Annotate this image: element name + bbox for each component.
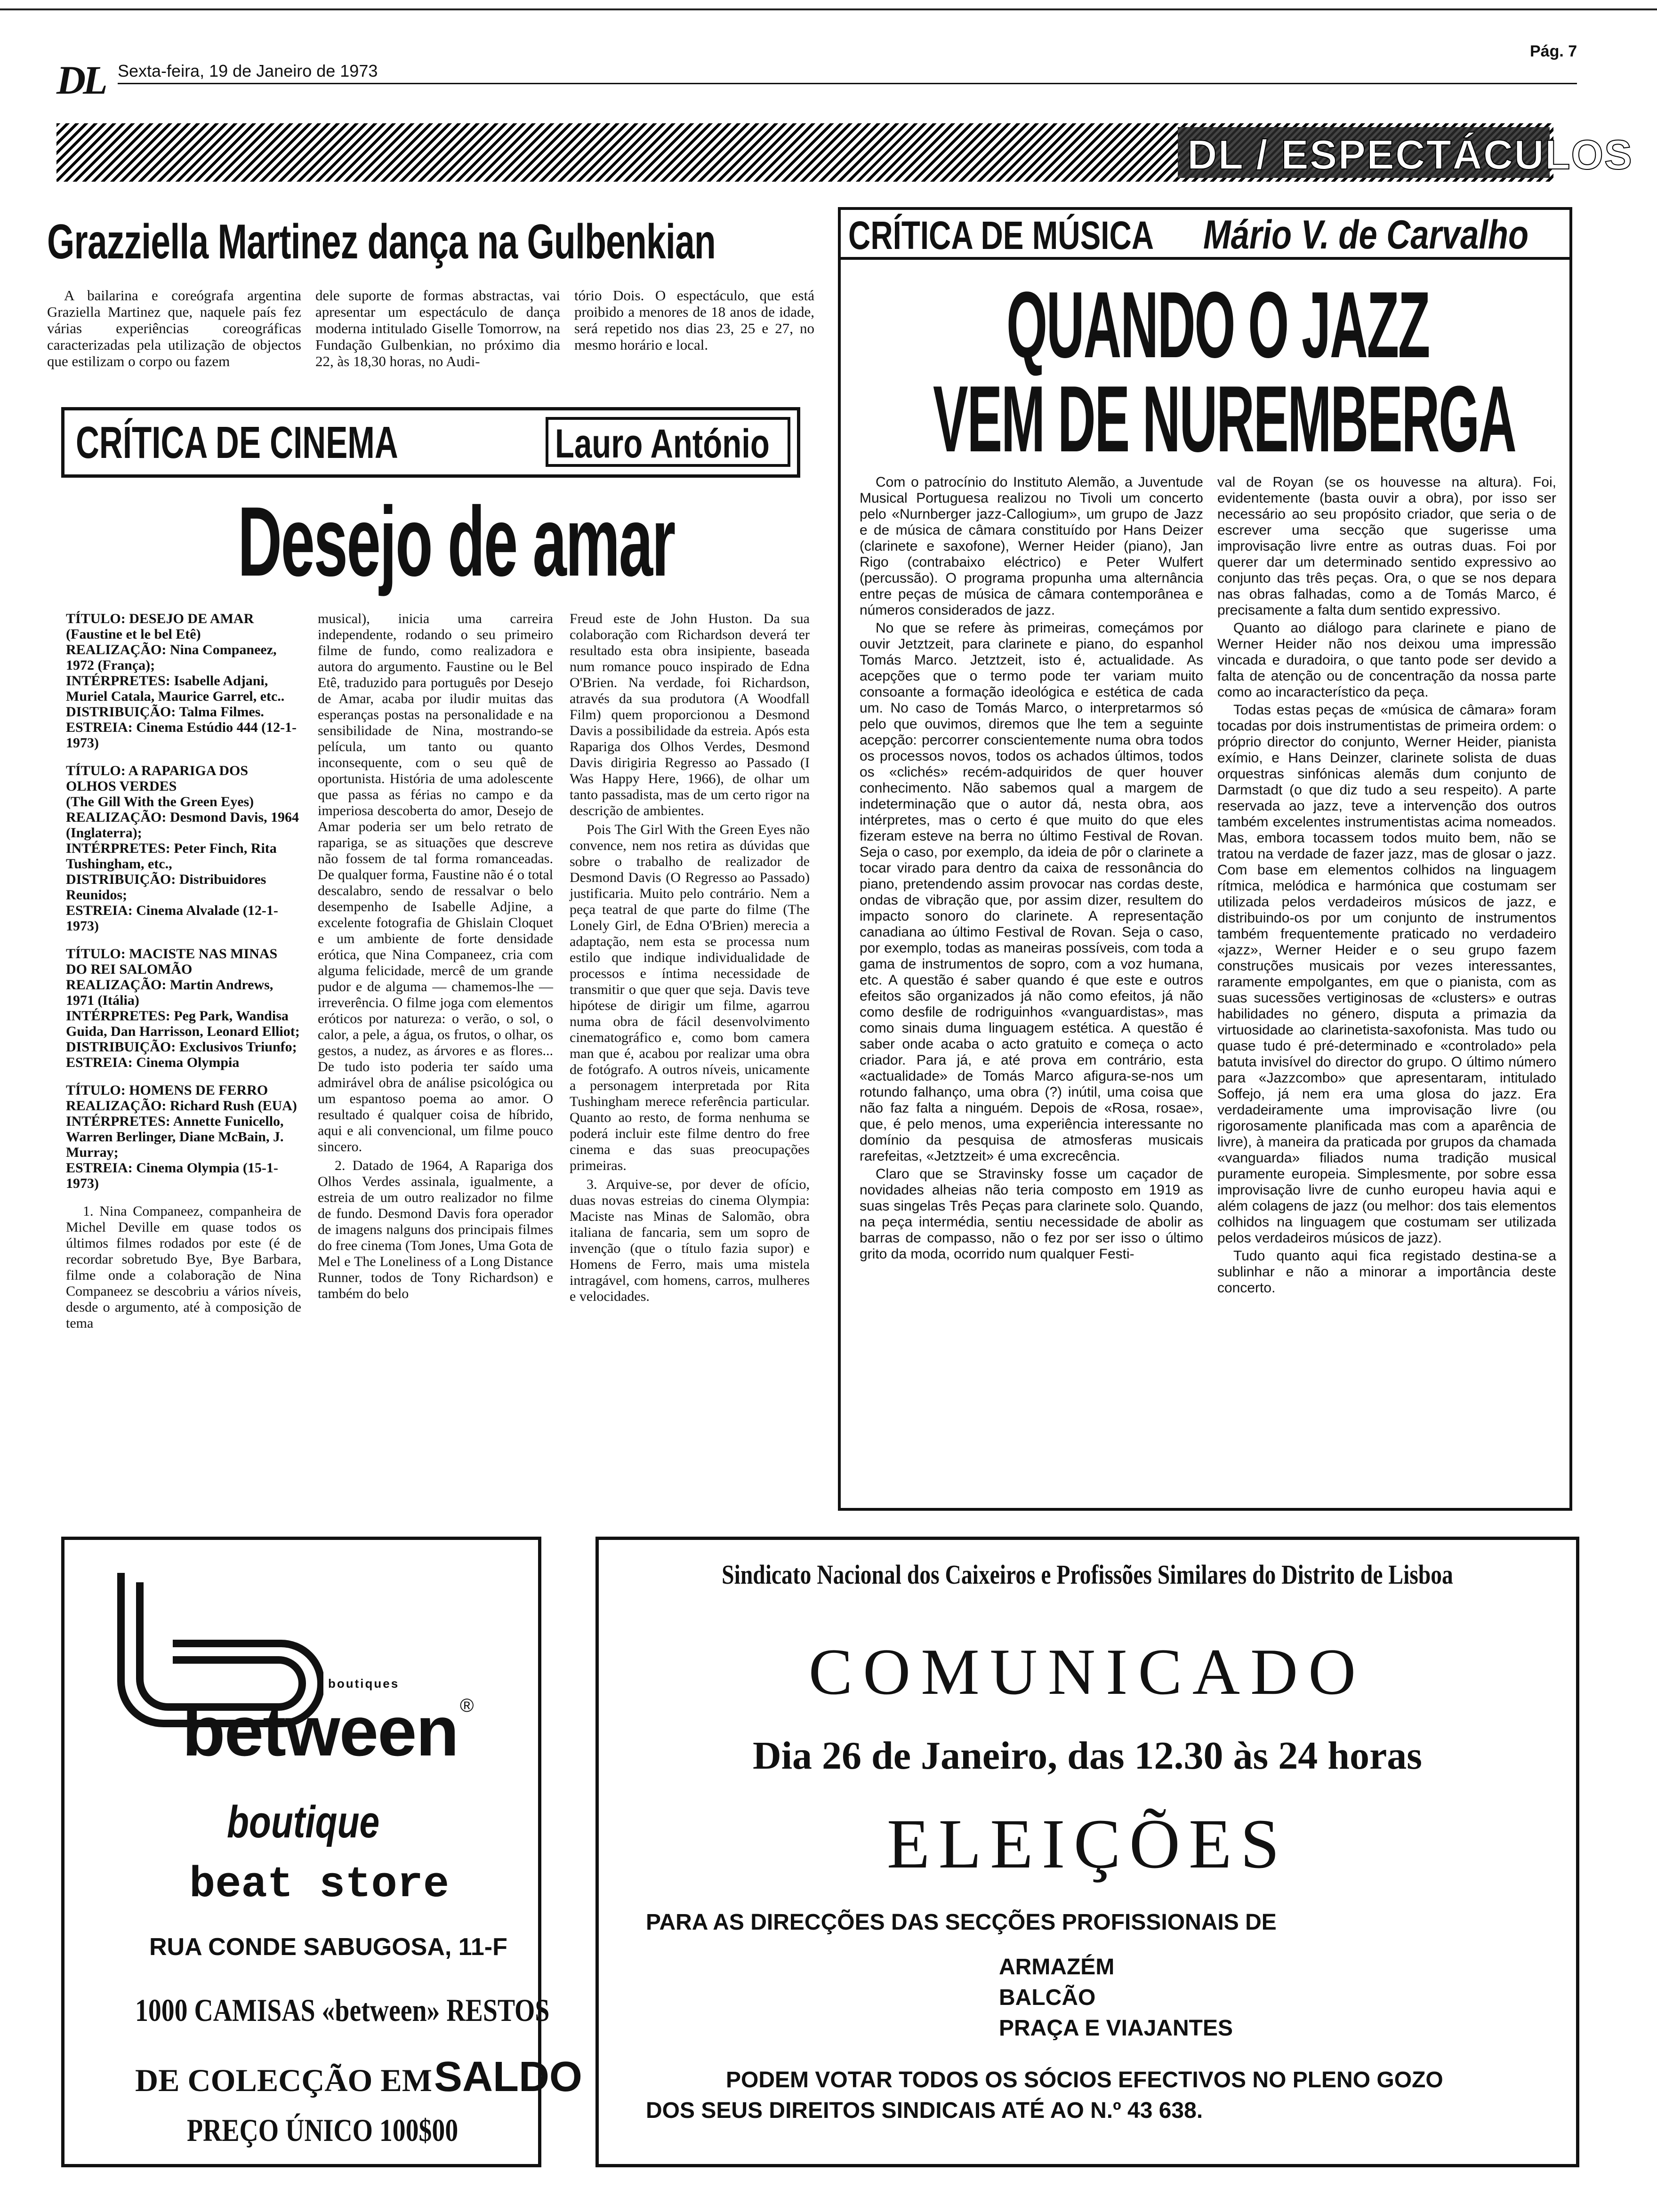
cinema-paragraph: 3. Arquive-se, por dever de ofício, duas novas estreias do cinema Olympia: Maciste nas Minas de Salomão, obra italiana de fancaria, sem um sopro de invenção (que o título fazia supor) e Homens de Ferro, mais uma mistela intragável, com homens, carros, mulheres e velocidades. (570, 1177, 810, 1304)
credit-title-4: TÍTULO: HOMENS DE FERRO (66, 1082, 268, 1098)
credit-line: ESTREIA: Cinema Alvalade (12-1-1973) (66, 903, 278, 934)
credit-block-1 (66, 611, 301, 751)
cinema-paragraph: 2. Datado de 1964, A Rapariga dos Olhos Verdes assinala, igualmente, a estreia de um outro realizador no filme de fundo. Desmond Davis fora operador de imagens nalguns dos principais filmes do free cinema (Tom Jones, Uma Gota de Mel e The Loneliness of a Long Distance Runner, todos de Tony Richardson) e também do belo (318, 1158, 553, 1301)
music-paragraph: No que se refere às primeiras, começámos por ouvir Jetztzeit, para clarinete e piano, do espanhol Tomás Marco. Jetztzeit, isto é, actualidade. As acepções que o termo pode ter variam muito consoante a formação ideológica e estética de cada um. No caso de Tomás Marco, o interpretarmos só pelo que ouvimos, diremos que lhe tem a seguinte acepção: percorrer conscientemente numa obra todos os processos novos, todos os achados últimos, todos os «clichés» recém-adquiridos de quer houver conhecimento. Não sabemos qual a margem de indeterminação que o autor dá, nesta obra, aos intérpretes, mas o certo é que muito do que eles fizeram esteve na berra no último Festival de Rovan. Seja o caso, por exemplo, da ideia de pôr o clarinete a tocar virado para dentro da caixa de ressonância do piano, pretendendo assim provocar nas cordas deste, ondas de vibração que, por assim dizer, resultem do impacto sonoro do clarinete. A representação canadiana ao último Festival de Rovan. Seja o caso, por exemplo, todas as maneiras possíveis, com toda a gama de instrumentos de sopro, com a voz humana, etc. A questão é saber quando é que este e outros efeitos são organizados já não como efeitos, já não como desfile de rodriguinhos «vanguardistas», mas como sinais duma linguagem estética. A questão é saber onde acaba o acto gratuito e começa o acto criador. Para já, e até prova em contrário, esta «actualidade» de Tomás Marco afigura-se-nos um rotundo falhanço, uma obra (?) inútil, uma coisa que não faz falta a ninguém. Depois de «Rosa, rosae», que, é pelo menos, uma experiência interessante no domínio da pesquisa de atmosferas musicais rarefeitas, «Jetztzeit» é uma excrecência. (860, 620, 1203, 1164)
music-col-2 (1217, 474, 1556, 1298)
top-rule (0, 8, 1657, 10)
between-reg: ® (460, 1695, 474, 1716)
credit-line: (Faustine et le bel Etê) (66, 626, 201, 642)
between-saldo: SALDO (434, 2053, 582, 2100)
credit-line: INTÉRPRETES: Isabelle Adjani, Muriel Catala, Maurice Garrel, etc.. (66, 673, 285, 704)
music-paragraph: Tudo quanto aqui fica registado destina-se a sublinhar e não a minorar a importância deste concerto. (1217, 1248, 1556, 1296)
cinema-col-1-text (66, 1203, 301, 1331)
masthead-logo: DL (56, 57, 105, 103)
music-headline-1: QUANDO O JAZZ (1006, 272, 1430, 377)
between-small: boutiques (328, 1676, 400, 1691)
sindicato-for: PARA AS DIRECÇÕES DAS SECÇÕES PROFISSIONAIS DE (646, 1910, 1277, 1935)
header-rule (118, 83, 1577, 84)
cinema-author-box (546, 417, 790, 467)
cinema-paragraph: Pois The Girl With the Green Eyes não convence, nem nos retira as dúvidas que sobre o trabalho de realizador de Desmond Davis (O Regresso ao Passado) justificaria. Muito pelo contrário. Nem a peça teatral de que parte do filme (The Lonely Girl, de Edna O'Brien) merecia a adaptação, nem esta se processa num estilo que indique individualidade de processos e íntima necessidade de transmitir o que quer que seja. Davis teve hipótese de dirigir um filme, agarrou numa obra de fácil desenvolvimento cinematográfico e, como bom camera man que é, acabou por realizar uma obra de fotógrafo. A outros níveis, unicamente a personagem interpretada por Rita Tushingham merece referência particular. Quanto ao resto, de forma nenhuma se poderá incluir este filme dentro do free cinema e das suas preocupações primeiras. (570, 822, 810, 1173)
credit-line: INTÉRPRETES: Annette Funicello, Warren Berlinger, Diane McBain, J. Murray; (66, 1114, 284, 1160)
credit-block-2 (66, 763, 301, 934)
dance-col-3 (574, 287, 814, 356)
credit-line: DISTRIBUIÇÃO: Talma Filmes. (66, 704, 264, 720)
music-paragraph: Claro que se Stravinsky fosse um caçador de novidades alheias não teria composto em 1919 as suas singelas Três Peças para clarinete solo. Quando, na peça intermédia, sentiu necessidade de abolir as barras de compasso, não o fez por ser isso o último grito da moda, ocorrido num qualquer Festi- (860, 1166, 1203, 1262)
music-paragraph: val de Royan (se os houvesse na altura). Foi, evidentemente (basta ouvir a obra), por isso ser necessário ao seu propósito criador, que seria o de escrever uma secção que sugerisse uma improvisação livre entre as outras duas. Foi por querer dar um determinado sentido expressivo ao conjunto das três peças. Ora, o que se nos depara nas obras falhadas, como a de Tomás Marco, é precisamente a falta dum sentido expressivo. (1217, 474, 1556, 618)
section-banner (56, 123, 1633, 182)
cinema-paragraph: 1. Nina Companeez, companheira de Michel Deville em quase todos os últimos filmes rodados por este (é de recordar sobretudo Bye, Bye Barbara, filme onde a colaboração de Nina Companeez se descobriu a vários níveis, desde o argumento, até à composição de tema (66, 1203, 301, 1331)
section-banner-label: DL / ESPECTÁCULOS (1187, 131, 1633, 178)
ad-between (61, 1537, 582, 2167)
dance-col-1-text: A bailarina e coreógrafa argentina Graziella Martinez que, naquele país fez várias experiências coreográficas caracterizadas pela utilização de objectos que estilizam o corpo ou fazem (47, 287, 301, 369)
between-line3: PREÇO ÚNICO 100$00 (187, 2112, 458, 2148)
cinema-rubric-box (61, 407, 800, 478)
credit-line: ESTREIA: Cinema Olympia (15-1-1973) (66, 1160, 278, 1191)
sindicato-section-3: PRAÇA E VIAJANTES (999, 2016, 1233, 2041)
section-banner-label-box (1178, 127, 1633, 178)
cinema-headline: Desejo de amar (238, 486, 675, 597)
music-author: Mário V. de Carvalho (1203, 212, 1529, 257)
credit-line: REALIZAÇÃO: Desmond Davis, 1964 (Inglaterra); (66, 809, 299, 841)
ad-sindicato (595, 1537, 1579, 2167)
music-rubric-bar (841, 210, 1569, 260)
credit-line: DISTRIBUIÇÃO: Distribuidores Reunidos; (66, 872, 266, 903)
credit-line: REALIZAÇÃO: Martin Andrews, 1971 (Itália) (66, 977, 273, 1008)
dance-col-1 (47, 287, 301, 372)
sindicato-comunicado: COMUNICADO (808, 1635, 1367, 1708)
between-brand: between (182, 1691, 458, 1771)
dance-headline: Grazziella Martinez dança na Gulbenkian (47, 215, 716, 269)
between-beat: beat store (189, 1860, 450, 1909)
credit-title-3: TÍTULO: MACISTE NAS MINAS DO REI SALOMÃO (66, 946, 278, 977)
dance-col-3-text: tório Dois. O espectáculo, que está proibido a menores de 18 anos de idade, será repetido nos dias 23, 25 e 27, no mesmo horário e local. (574, 287, 814, 353)
sindicato-eleicoes: ELEIÇÕES (886, 1805, 1288, 1883)
music-headline-2: VEM DE NUREMBERGA (933, 367, 1516, 472)
between-boutique: boutique (227, 1797, 380, 1847)
between-line2-a: DE COLECÇÃO EM (135, 2062, 432, 2098)
between-address: RUA CONDE SABUGOSA, 11-F (149, 1933, 507, 1961)
music-paragraph: Com o patrocínio do Instituto Alemão, a Juventude Musical Portuguesa realizou no Tivoli um concerto pelo «Nurnberger jazz-Callogium», um grupo de Jazz e de música de câmara constituído por Hans Deizer (clarinete e saxofone), Werner Heider (piano), Jan Rigo (contrabaixo eléctrico) e Peter Wulfert (percussão). O programa propunha uma alternância entre peças de música de câmara contemporânea e números considerados de jazz. (860, 474, 1203, 618)
page-number: Pág. 7 (1530, 42, 1577, 60)
cinema-credits (66, 611, 301, 1334)
credit-line: INTÉRPRETES: Peter Finch, Rita Tushingham, etc., (66, 841, 277, 872)
cinema-col-2 (318, 611, 553, 1305)
dance-col-2-text: dele suporte de formas abstractas, vai apresentar um espectáculo de dança moderna intitulado Giselle Tomorrow, na Fundação Gulbenkian, no próximo dia 22, às 18,30 horas, no Audi- (315, 287, 560, 369)
credit-line: REALIZAÇÃO: Richard Rush (EUA) (66, 1098, 297, 1114)
credit-title-1: TÍTULO: DESEJO DE AMAR (66, 611, 254, 626)
header-date: Sexta-feira, 19 de Janeiro de 1973 (118, 61, 378, 80)
sindicato-vote-1: PODEM VOTAR TODOS OS SÓCIOS EFECTIVOS NO PLENO GOZO (726, 2068, 1443, 2092)
cinema-col-3 (570, 611, 810, 1307)
sindicato-vote-2: DOS SEUS DIREITOS SINDICAIS ATÉ AO N.º 43 638. (646, 2098, 1203, 2123)
credit-block-3 (66, 946, 301, 1070)
cinema-paragraph: Freud este de John Huston. Da sua colaboração com Richardson deverá ter resultado esta obra insipiente, baseada num romance pouco inspirado de Edna O'Brien. Na verdade, foi Richardson, através da sua produtora (A Woodfall Film) quem proporcionou a Desmond Davis a possibilidade da estreia. Após esta Rapariga dos Olhos Verdes, Desmond Davis dirigiria Regresso ao Passado (I Was Happy Here, 1966), de olhar um tanto passadista, mas de um certo rigor na descrição de ambientes. (570, 611, 810, 818)
sindicato-section-2: BALCÃO (999, 1985, 1096, 2010)
credit-line: DISTRIBUIÇÃO: Exclusivos Triunfo; (66, 1039, 297, 1055)
music-rubric: CRÍTICA DE MÚSICA (848, 213, 1154, 257)
music-paragraph: Quanto ao diálogo para clarinete e piano de Werner Heider não nos deixou uma impressão vincada e duradoira, o que tanto pode ser devido a falta de atenção ou de concentração da nossa parte como ao incaracterístico da peça. (1217, 620, 1556, 700)
between-line2 (135, 2053, 582, 2101)
credit-line: (The Gill With the Green Eyes) (66, 794, 254, 809)
sindicato-title: Sindicato Nacional dos Caixeiros e Profissões Similares do Distrito de Lisboa (722, 1559, 1453, 1590)
credit-line: INTÉRPRETES: Peg Park, Wandisa Guida, Dan Harrisson, Leonard Elliot; (66, 1008, 300, 1039)
credit-line: ESTREIA: Cinema Olympia (66, 1055, 240, 1070)
credit-line: REALIZAÇÃO: Nina Companeez, 1972 (França); (66, 642, 277, 673)
credit-title-2: TÍTULO: A RAPARIGA DOS OLHOS VERDES (66, 763, 249, 794)
music-col-1 (860, 474, 1203, 1264)
cinema-rubric: CRÍTICA DE CINEMA (76, 417, 398, 468)
music-paragraph: Todas estas peças de «música de câmara» foram tocadas por dois instrumentistas de primeira ordem: o próprio director do conjunto, Werner Heider, pianista exímio, e Hans Deinzer, clarinete solista de duas orquestras sinfónicas alemãs dum conjunto de Darmstadt (o que diz tudo a seu respeito). A parte reservada ao jazz, teve a intervenção dos outros também excelentes instrumentistas acima nomeados. Mas, embora tocassem todos muito bem, não se tratou na verdade de fazer jazz, mas de glosar o jazz. Com base em elementos colhidos na linguagem rítmica, melódica e harmónica que costumam ser utilizada pelos verdadeiros músicos de jazz, e distribuindo-os por um conjunto de instrumentos também frequentemente praticado no verdadeiro «jazz», Werner Heider e o seu grupo fazem construções musicais por vezes interessantes, raramente empolgantes, em que o pianista, com as suas sucessões vertiginosas de «clusters» e outras habilidades no género, disputa a primazia da virtuosidade ao clarinetista-saxofonista. Mas tudo ou quase tudo é pré-determinado e «controlado» pela batuta invisível do director do grupo. O último número para «Jazzcombo» que apresentaram, intitulado Soffejo, já nem era uma glosa do jazz. Era verdadeiramente uma improvisação livre (ou rigorosamente planificada mas com a aparência de livre), à maneira da praticada por grupos da chamada «vanguarda» filiados numa tradição musical puramente europeia. Simplesmente, por sobre essa improvisação livre de cunho europeu havia aqui e além colagens de jazz (ou melhor: dos tais elementos colhidos na linguagem que costumam ser utilizada pelos verdadeiros músicos de jazz). (1217, 702, 1556, 1246)
credit-block-4 (66, 1082, 301, 1191)
dance-col-2 (315, 287, 560, 372)
cinema-paragraph: musical), inicia uma carreira independente, rodando o seu primeiro filme de fundo, como realizadora e autora do argumento. Faustine ou le Bel Etê, traduzido para português por Desejo de Amar, acaba por iludir muitas das esperanças postas na personalidade e na sensibilidade de Nina, mostrando-se película, um tanto ou quanto inconsequente, com o seu quê de oportunista. História de uma adolescente que passa as férias no campo e da imperiosa descoberta do amor, Desejo de Amar poderia ser um belo retrato de rapariga, se as situações que descreve não fossem de tal forma romanceadas. De qualquer forma, Faustine não é o total descalabro, sendo de ressalvar o belo desempenho de Isabelle Adjine, a excelente fotografia de Ghislain Cloquet e um ambiente de forte densidade erótica, que Nina Companeez, cria com alguma felicidade, mercê de um grande pudor e de alguma — chamemos-lhe — irreverência. O filme joga com elementos eróticos por natureza: o verão, o sol, o calor, a pele, a água, os frutos, o olhar, os gestos, a nudez, as árvores e as flores... De tudo isto poderia ter saído uma admirável obra de análise psicológica ou um espantoso poema ao amor. O resultado é qualquer coisa de híbrido, aqui e ali convencional, um filme pouco sincero. (318, 611, 553, 1154)
music-box (838, 207, 1572, 1511)
sindicato-section-1: ARMAZÉM (999, 1955, 1115, 1980)
sindicato-date: Dia 26 de Janeiro, das 12.30 às 24 horas (753, 1734, 1422, 1778)
cinema-author: Lauro António (555, 421, 770, 466)
between-line1: 1000 CAMISAS «between» RESTOS (135, 1992, 550, 2028)
credit-line: ESTREIA: Cinema Estúdio 444 (12-1-1973) (66, 720, 297, 751)
